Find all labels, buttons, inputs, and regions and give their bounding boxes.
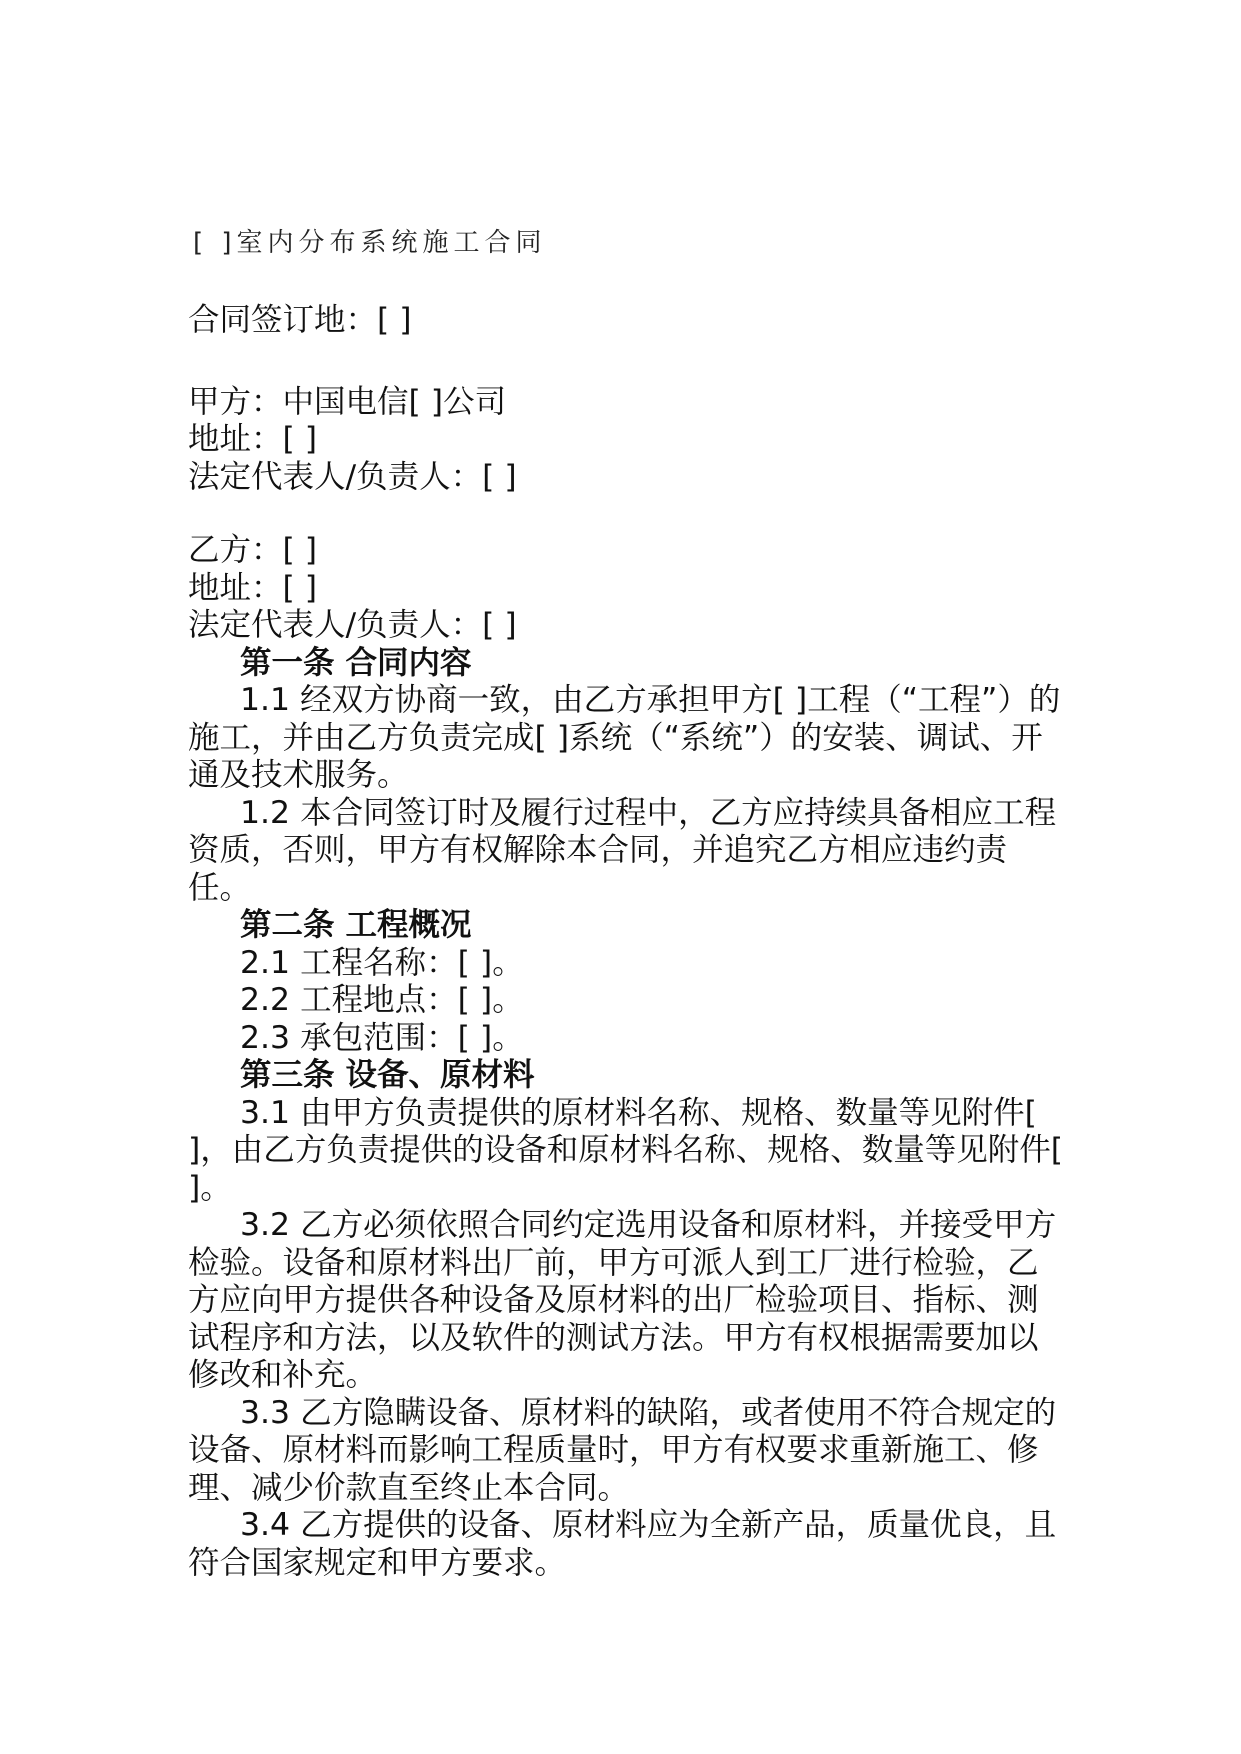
document-body bbox=[188, 302, 1068, 1582]
clause-2-3: 2.3 承包范围：[ ]。 bbox=[240, 1019, 524, 1056]
party-b-name: 乙方：[ ] bbox=[188, 532, 318, 568]
party-a-name: 甲方：中国电信[ ]公司 bbox=[188, 383, 507, 420]
clause-3-1: 3.1 由甲方负责提供的原材料名称、规格、数量等见附件[ ]，由乙方负责提供的设备和原材料名称、规格、数量等见附件[ ]。 bbox=[188, 1094, 1064, 1206]
clause-3-2: 3.2 乙方必须依照合同约定选用设备和原材料，并接受甲方检验。设备和原材料出厂前，甲方可派人到工厂进行检验，乙方应向甲方提供各种设备及原材料的出厂检验项目、指标、测试程序和方法，以及软件的测试方法。甲方有权根据需要加以修改和补充。 bbox=[188, 1207, 1057, 1393]
article-2-heading: 第二条 工程概况 bbox=[240, 907, 472, 943]
party-a-representative: 法定代表人/负责人：[ ] bbox=[188, 458, 517, 495]
clause-3-3: 3.3 乙方隐瞒设备、原材料的缺陷，或者使用不符合规定的设备、原材料而影响工程质量时，甲方有权要求重新施工、修理、减少价款直至终止本合同。 bbox=[188, 1394, 1057, 1506]
article-3-heading: 第三条 设备、原材料 bbox=[240, 1057, 535, 1093]
clause-3-4: 3.4 乙方提供的设备、原材料应为全新产品，质量优良，且符合国家规定和甲方要求。 bbox=[188, 1507, 1057, 1581]
document-title: [ ]室内分布系统施工合同 bbox=[193, 228, 547, 258]
clause-2-2: 2.2 工程地点：[ ]。 bbox=[240, 982, 524, 1018]
clause-2-1: 2.1 工程名称：[ ]。 bbox=[240, 944, 524, 981]
party-a-address: 地址：[ ] bbox=[188, 421, 318, 457]
clause-1-2: 1.2 本合同签订时及履行过程中，乙方应持续具备相应工程资质，否则，甲方有权解除本合同，并追究乙方相应违约责任。 bbox=[188, 794, 1057, 906]
sign-place: 合同签订地：[ ] bbox=[188, 302, 412, 338]
party-b-address: 地址：[ ] bbox=[188, 569, 318, 606]
clause-1-1: 1.1 经双方协商一致，由乙方承担甲方[ ]工程（“工程”）的施工，并由乙方负责完成[ ]系统（“系统”）的安装、调试、开通及技术服务。 bbox=[188, 682, 1061, 793]
article-1-heading: 第一条 合同内容 bbox=[240, 644, 472, 681]
party-b-representative: 法定代表人/负责人：[ ] bbox=[188, 607, 517, 643]
